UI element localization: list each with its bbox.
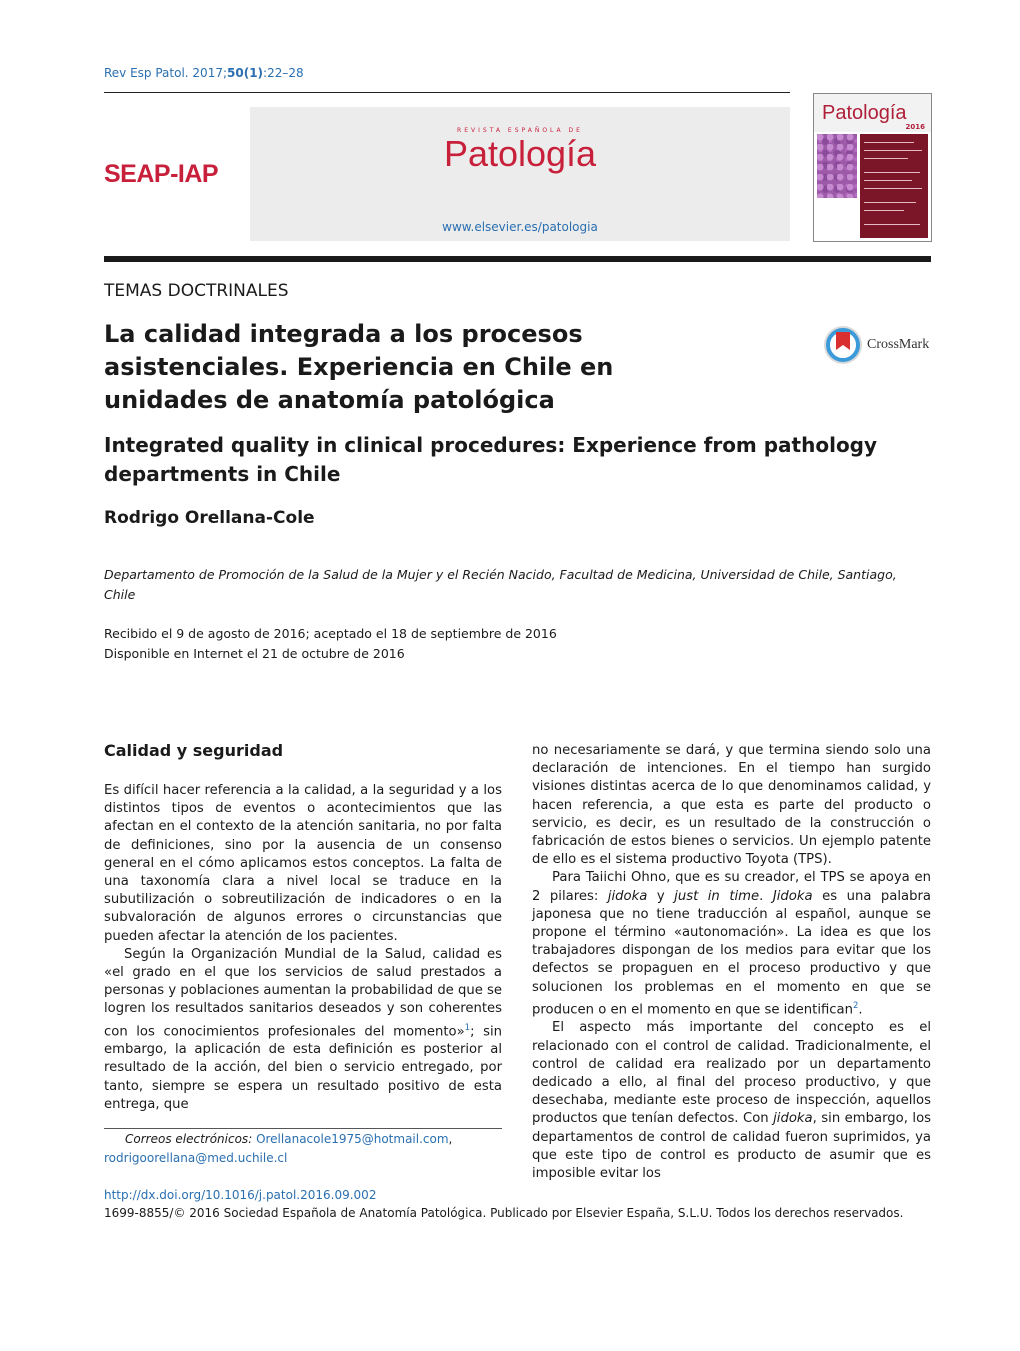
doi-link[interactable]: http://dx.doi.org/10.1016/j.patol.2016.09.002 <box>104 1188 377 1202</box>
section-heading: Calidad y seguridad <box>104 741 284 760</box>
paragraph: Para Taiichi Ohno, que es su creador, el TPS se apoya en 2 pilares: jidoka y just in time. Jidoka es una palabra japonesa que no tiene traducción al español, aunque se propone el término «autonomación». La idea es que los trabajadores dispongan de los medios para evitar que los defectos se propaguen en el proceso productivo y que solucionen los problemas en el momento en que se producen o en el momento en que se identifican$^2$. <box>532 870 931 1018</box>
available-date: Disponible en Internet el 21 de octubre de 2016 <box>104 646 405 661</box>
society-logo: SEAP-IAP <box>104 160 219 188</box>
body-column-right <box>532 742 931 1183</box>
copyright-notice: 1699-8855/© 2016 Sociedad Española de Anatomía Patológica. Publicado por Elsevier España, S.L.U. Todos los derechos reservados. <box>104 1206 904 1220</box>
article-title-english: Integrated quality in clinical procedures: Experience from pathology departments in Chile <box>104 433 878 486</box>
header-divider <box>104 92 790 93</box>
cover-title: Patología <box>822 102 907 124</box>
email-link[interactable]: Orellanacole1975@hotmail.com <box>256 1132 449 1146</box>
journal-url-link[interactable]: www.elsevier.es/patologia <box>442 220 598 234</box>
author-name: Rodrigo Orellana-Cole <box>104 508 315 528</box>
author-affiliation: Departamento de Promoción de la Salud de la Mujer y el Recién Nacido, Facultad de Medicina, Universidad de Chile, Santiago, Chile <box>104 567 897 602</box>
received-date: Recibido el 9 de agosto de 2016; aceptado el 18 de septiembre de 2016 <box>104 626 557 641</box>
article-title-spanish: La calidad integrada a los procesos asistenciales. Experiencia en Chile en unidades de anatomía patológica <box>104 320 614 414</box>
body-column-left <box>104 782 502 1114</box>
crossmark-badge[interactable] <box>823 324 943 366</box>
reference-link[interactable]: 1 <box>464 1022 471 1033</box>
crossmark-label: CrossMark <box>867 337 930 352</box>
journal-subtitle: REVISTA ESPAÑOLA DE <box>457 127 583 134</box>
article-dates <box>104 624 557 664</box>
journal-cover-image <box>813 93 932 242</box>
paragraph: no necesariamente se dará, y que termina siendo solo una declaración de intenciones. En el tiempo han surgido visiones distintas acerca de lo que denominamos calidad, y hacen referencia, a que esta es parte del producto o servicio, es decir, es un resultado de la construcción o fabricación de estos bienes o servicios. Un ejemplo patente de ello es el sistema productivo Toyota (TPS). <box>532 743 931 868</box>
correspondence-footnote: Correos electrónicos: Orellanacole1975@hotmail.com, rodrigoorellana@med.uchile.cl <box>104 1132 453 1165</box>
footnote-label: Correos electrónicos: <box>125 1132 253 1146</box>
journal-citation: Rev Esp Patol. 2017;50(1):22–28 <box>104 66 304 80</box>
cover-year: 2016 <box>905 123 925 131</box>
paragraph: Es difícil hacer referencia a la calidad, a la seguridad y a los distintos tipos de eventos o acontecimientos que las afectan en el contexto de la atención sanitaria, no por falta de definiciones, sino por la ausencia de un consenso general en el cómo aplicamos estos conceptos. La falta de una taxonomía clara a nivel local se traduce en la subutilización o sobreutilización de indicadores o en la subvaloración de algunos errores o circunstancias que pueden afectar la atención de los pacientes. <box>104 783 502 944</box>
cover-histology-image <box>817 134 857 198</box>
email-link[interactable]: rodrigoorellana@med.uchile.cl <box>104 1151 288 1165</box>
journal-title: Patología <box>443 133 597 174</box>
paragraph: Según la Organización Mundial de la Salud, calidad es «el grado en el que los servicios de salud prestados a personas y poblaciones aumentan la probabilidad de que se logren los resultados sanitarios deseados y son coherentes con los conocimientos profesionales del momento»$^1$; sin embargo, la aplicación de esta definición es posterior al resultado de la acción, del bien o servicio entregado, por tanto, siempre se espera un resultado positivo de esta entrega, que <box>104 946 503 1112</box>
cover-contents-panel <box>860 134 928 238</box>
header-rule <box>104 256 931 262</box>
section-label: TEMAS DOCTRINALES <box>104 281 289 301</box>
paragraph: El aspecto más importante del concepto es el relacionado con el control de calidad. Tradicionalmente, el control de calidad era realizado por un departamento dedicado a ello, al final del proceso productivo, y que desechaba, mediante este proceso de inspección, aquellos productos que tenían defectos. Con jidoka, sin embargo, los departamentos de control de calidad fueron suprimidos, ya que este tipo de control es producto de asumir que es imposible evitar los <box>532 1020 932 1182</box>
footnote-divider <box>104 1128 502 1129</box>
journal-banner <box>250 107 790 241</box>
reference-link[interactable]: 2 <box>852 1000 859 1011</box>
